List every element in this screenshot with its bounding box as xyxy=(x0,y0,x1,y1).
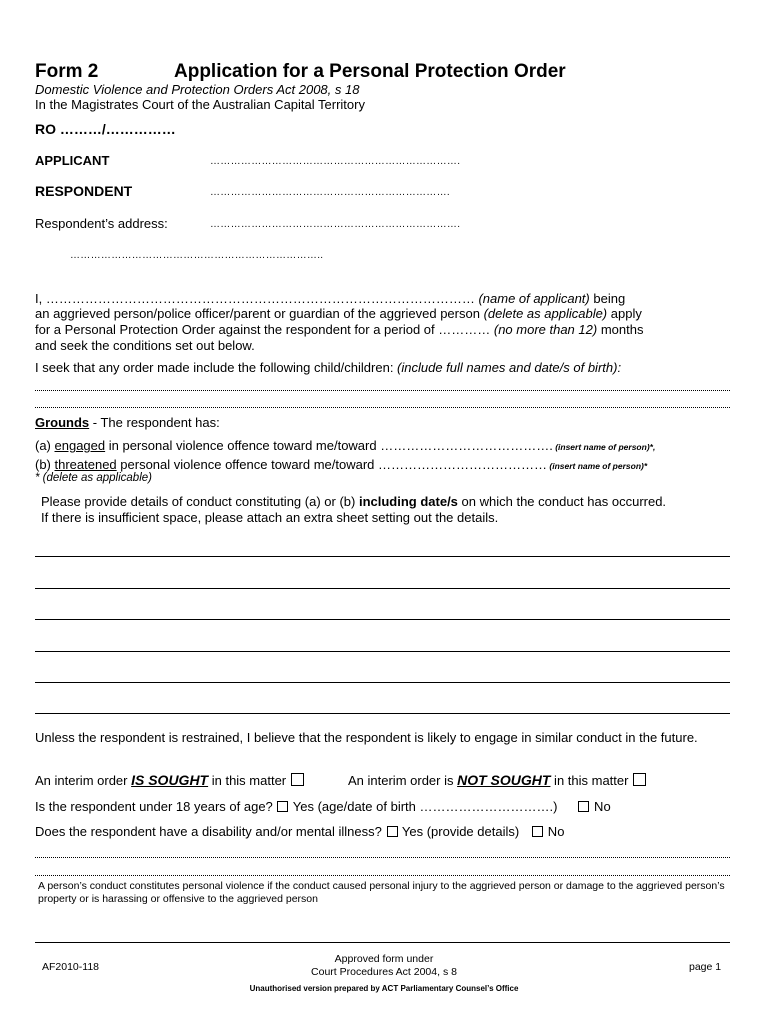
court-name: In the Magistrates Court of the Australian Capital Territory xyxy=(35,97,365,112)
age-dob-field[interactable]: Yes (age/date of birth ………………………….) xyxy=(289,799,558,814)
applicant-field[interactable]: ………………………………………………………………. xyxy=(210,156,461,167)
interim-sought-checkbox[interactable] xyxy=(291,773,304,786)
applicant-label: APPLICANT xyxy=(35,153,110,168)
order-period-field[interactable]: for a Personal Protection Order against the respondent for a period of ………… xyxy=(35,322,494,337)
definition-separator xyxy=(35,875,730,876)
details-line-3[interactable] xyxy=(35,619,730,620)
interim-not-sought-option: An interim order is NOT SOUGHT in this matter xyxy=(348,772,647,788)
ground-a-person-field[interactable]: in personal violence offence toward me/toward …………………………………. xyxy=(105,438,553,453)
ground-b: (b) threatened personal violence offence toward me/toward ………………………………… (insert name of person)* xyxy=(35,457,648,472)
declaration-line-1: I, ……………………………………………………………………………………… (name of applicant) being xyxy=(35,291,626,306)
approved-form-line-2: Court Procedures Act 2004, s 8 xyxy=(311,966,457,978)
respondent-label: RESPONDENT xyxy=(35,183,133,199)
applicant-name-field[interactable]: I, ……………………………………………………………………………………… xyxy=(35,291,475,306)
form-number: Form 2 xyxy=(35,61,99,82)
children-request: I seek that any order made include the following child/children: (include full names and date/s of birth): xyxy=(35,360,622,375)
page-number: page 1 xyxy=(689,961,722,973)
details-line-2[interactable] xyxy=(35,588,730,589)
declaration-line-2: an aggrieved person/police officer/parent or guardian of the aggrieved person (delete as applicable) apply xyxy=(35,306,642,321)
declaration-line-3: for a Personal Protection Order against the respondent for a period of ………… (no more than 12) months xyxy=(35,322,644,337)
respondent-address-field[interactable]: ………………………………………………………………. xyxy=(210,219,461,230)
page-title: Application for a Personal Protection Order xyxy=(174,61,566,82)
disability-yes-checkbox[interactable] xyxy=(387,826,398,837)
details-line-6[interactable] xyxy=(35,713,730,714)
disability-details-line[interactable] xyxy=(35,857,730,858)
footer-divider xyxy=(35,942,730,943)
details-line-4[interactable] xyxy=(35,651,730,652)
ro-number-field[interactable]: RO ………/…………… xyxy=(35,121,176,137)
ground-b-person-field[interactable]: personal violence offence toward me/toward ………………………………… xyxy=(116,457,548,472)
respondent-field[interactable]: ……………………………………………………………. xyxy=(210,187,450,198)
grounds-heading: Grounds - The respondent has: xyxy=(35,415,220,430)
disability-no-checkbox[interactable] xyxy=(532,826,543,837)
belief-statement: Unless the respondent is restrained, I believe that the respondent is likely to engage in similar conduct in the future. xyxy=(35,730,698,745)
details-instruction-2: If there is insufficient space, please attach an extra sheet setting out the details. xyxy=(41,510,499,525)
age-question: Is the respondent under 18 years of age? Yes (age/date of birth ………………………….) No xyxy=(35,799,611,814)
act-reference: Domestic Violence and Protection Orders Act 2008, s 18 xyxy=(35,82,360,97)
delete-note: * (delete as applicable) xyxy=(35,472,152,484)
children-field-line-2[interactable] xyxy=(35,407,730,408)
respondent-address-field-2[interactable]: ……………………………………………………………….. xyxy=(70,250,324,261)
disability-question: Does the respondent have a disability and/or mental illness? Yes (provide details) No xyxy=(35,824,565,839)
details-line-5[interactable] xyxy=(35,682,730,683)
approved-form-line-1: Approved form under xyxy=(334,953,434,965)
respondent-address-label: Respondent’s address: xyxy=(35,216,168,231)
interim-sought-option: An interim order IS SOUGHT in this matter xyxy=(35,772,305,788)
children-field-line-1[interactable] xyxy=(35,390,730,391)
declaration-line-4: and seek the conditions set out below. xyxy=(35,338,255,353)
ground-a: (a) engaged in personal violence offence toward me/toward …………………………………. (insert name of person)*, xyxy=(35,438,656,453)
personal-violence-definition: A person’s conduct constitutes personal violence if the conduct caused personal injury to the aggrieved person or damage to the aggrieved person’s property or is harassing or offensive to the aggrieved person xyxy=(38,880,725,905)
interim-not-sought-checkbox[interactable] xyxy=(633,773,646,786)
details-line-1[interactable] xyxy=(35,556,730,557)
form-code: AF2010-118 xyxy=(42,961,100,973)
details-instruction-1: Please provide details of conduct constituting (a) or (b) including date/s on which the conduct has occurred. xyxy=(41,494,667,509)
age-yes-checkbox[interactable] xyxy=(277,801,288,812)
unauthorised-notice: Unauthorised version prepared by ACT Parliamentary Counsel’s Office xyxy=(249,984,519,993)
age-no-checkbox[interactable] xyxy=(578,801,589,812)
